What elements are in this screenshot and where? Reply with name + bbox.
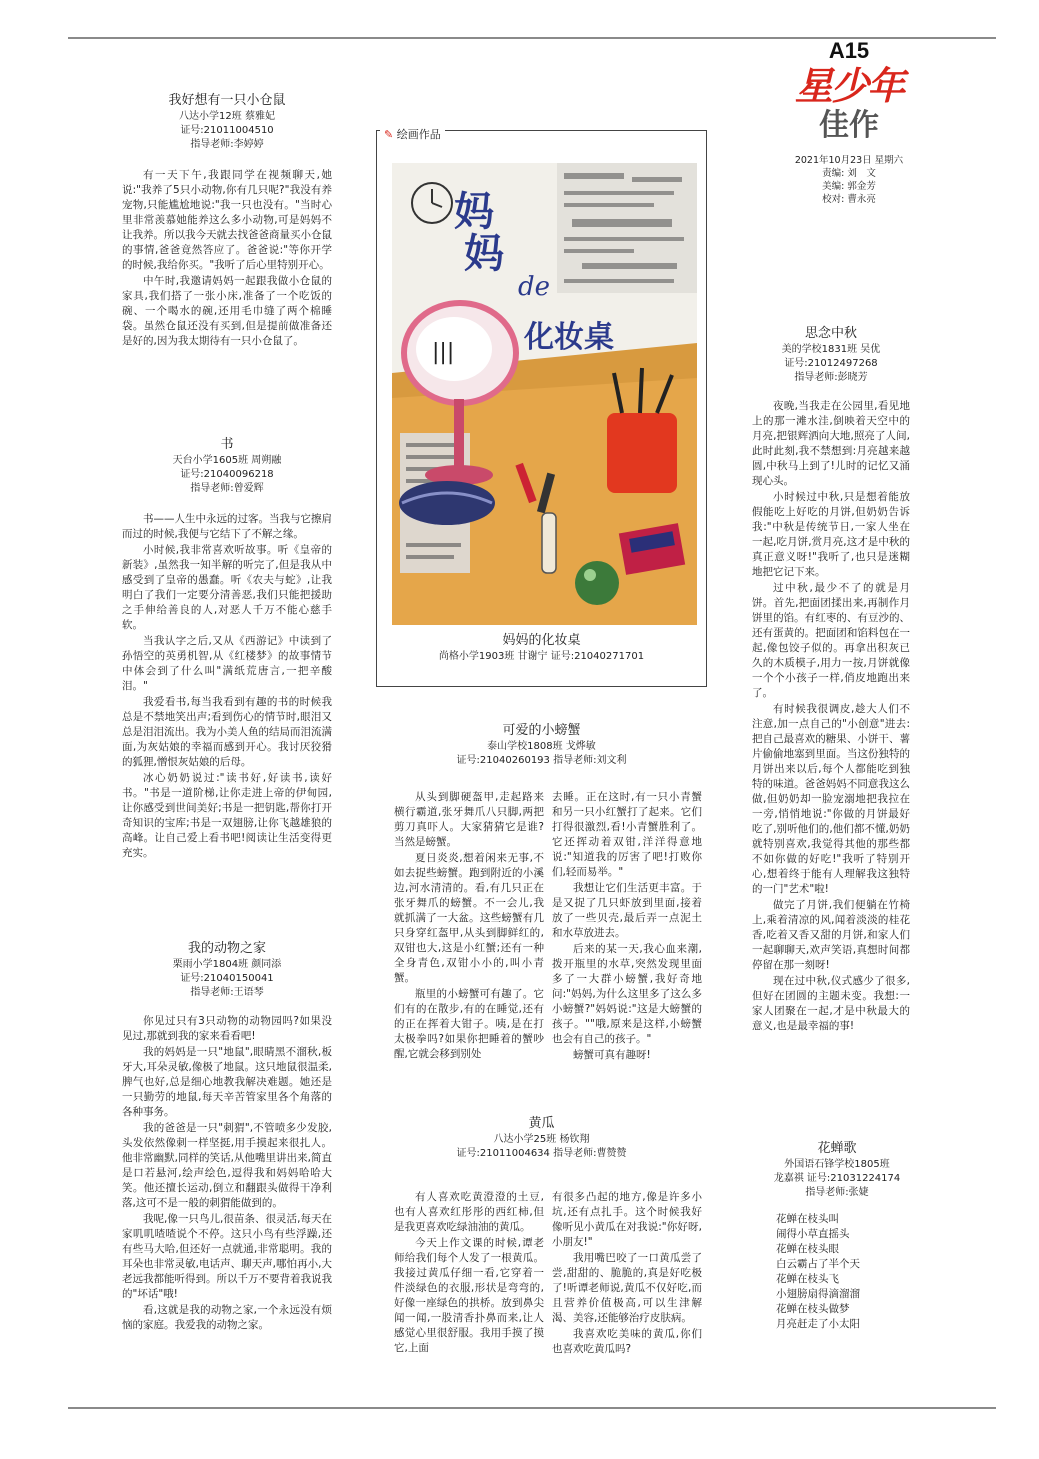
painting-label xyxy=(380,126,445,142)
paragraph: 我想让它们生活更丰富。于是又捉了几只虾放到里面,接着放了一些贝壳,最后弄一点泥土和水草放进去。 xyxy=(552,882,702,939)
paragraph: 我爱看书,每当我看到有趣的书的时候我总是不禁地笑出声;看到伤心的情节时,眼泪又总是泪泪流出。我为小美人鱼的结局而泪流满面,为灰姑娘的幸福而感到开心。我讨厌狡猾的狐狸,憎恨灰姑娘的后母。 xyxy=(122,696,332,768)
paragraph: 我喜欢吃美味的黄瓜,你们也喜欢吃黄瓜吗? xyxy=(552,1328,702,1355)
article-school: 八达小学25班 杨钦翔 xyxy=(493,1134,590,1145)
article-animals xyxy=(122,940,332,1334)
paragraph: 从头到脚硬盔甲,走起路来横行霸道,张牙舞爪八只脚,两把剪刀真吓人。大家猜猜它是谁?当然是螃蟹。 xyxy=(394,791,544,848)
art-title-line3: 化妆桌 xyxy=(524,320,614,355)
cucumber-col-2 xyxy=(552,1190,702,1358)
page-number: A15 xyxy=(828,38,870,63)
painting-label-text: 绘画作品 xyxy=(396,128,441,141)
paragraph: 后来的某一天,我心血来潮,拨开瓶里的水草,突然发现里面多了一大群小螃蟹,我好奇地问:"妈妈,为什么这里多了这么多小螃蟹?"妈妈说:"这是大螃蟹的孩子。""哦,原来是这样,小螃蟹也会有自己的孩子。" xyxy=(552,943,702,1045)
proofreader: 校对: 曹永亮 xyxy=(822,194,876,205)
svg-text:|||: ||| xyxy=(432,340,455,365)
paragraph: 你见过只有3只动物的动物园吗?如果没见过,那就到我的家来看看吧! xyxy=(122,1015,332,1042)
article-school: 栗雨小学1804班 颜同添 xyxy=(172,959,282,970)
paragraph: 过中秋,最少不了的就是月饼。首先,把面团揉出来,再制作月饼里的馅。有红枣的、有豆沙的、还有蛋黄的。把面团和馅料包在一起,像包饺子似的。再拿出积灰已久的木质模子,用力一按,月饼就像一个个小孩子一样,俏皮地跑出来了。 xyxy=(752,582,910,699)
designer: 美编: 郭金芳 xyxy=(822,181,876,192)
article-cert: 证号:21040096218 xyxy=(180,469,274,480)
poem-line: 月亮赶走了小太阳 xyxy=(776,1318,860,1330)
article-cert: 证号:21011004510 xyxy=(180,125,274,136)
paragraph: 书——人生中永远的过客。当我与它擦肩而过的时候,我便与它结下了不解之缘。 xyxy=(122,513,332,540)
article-title: 我好想有一只小仓鼠 xyxy=(168,93,286,108)
paragraph: 我的爸爸是一只"刺猬",不管喷多少发胶,头发依然像刺一样坚挺,用手摸起来很扎人。他非常幽默,同样的笑话,从他嘴里讲出来,简直是口若悬河,绘声绘色,逗得我和妈妈哈哈大笑。他还擅长运动,倒立和翻跟头做得干净利落,这可不是一般的刺猬能做到的。 xyxy=(122,1122,332,1209)
art-title-de: de xyxy=(518,272,551,302)
article-school: 天台小学1605班 周朔融 xyxy=(172,455,282,466)
bottom-rule xyxy=(68,1407,996,1409)
article-teacher: 指导老师:李婷婷 xyxy=(190,139,264,150)
painting-title: 妈妈的化妆桌 xyxy=(502,633,581,648)
poem-line: 小翅膀扇得滴溜溜 xyxy=(776,1288,860,1300)
article-author-cert: 龙嘉祺 证号:21031224174 xyxy=(773,1173,901,1184)
article-cert: 证号:21040150041 xyxy=(180,973,274,984)
painting-credit: 尚格小学1903班 甘谢宁 证号:21040271701 xyxy=(438,651,645,662)
article-cert-teacher: 证号:21040260193 指导老师:刘文利 xyxy=(456,755,627,766)
paragraph: 当我认字之后,又从《西游记》中读到了孙悟空的英勇机智,从《红楼梦》的故事情节中体会到了什么叫"满纸荒唐言,一把辛酸泪。" xyxy=(122,635,332,692)
article-hamster xyxy=(122,92,332,350)
paragraph: 看,这就是我的动物之家,一个永远没有烦恼的家庭。我爱我的动物之家。 xyxy=(122,1304,332,1331)
paragraph: 有一天下午,我跟同学在视频聊天,她说:"我养了5只小动物,你有几只呢?"我没有养宠物,只能尴尬地说:"我一只也没有。"当时心里非常羡慕她能养这么多小动物,可是妈妈不让我养。所以我今天就去找爸爸商量买小仓鼠的事情,爸爸竟然答应了。爸爸说:"等你开学的时候,我给你买。"我听了后心里特别开心。 xyxy=(122,169,332,271)
crab-col-2 xyxy=(552,790,702,1064)
paragraph: 夜晚,当我走在公园里,看见地上的那一滩水洼,倒映着天空中的月亮,把银辉洒向大地,照亮了人间,此时此刻,我不禁想到:月亮越来越圆,中秋马上到了!儿时的记忆又涌现心头。 xyxy=(752,400,910,487)
article-school: 美的学校1831班 吴优 xyxy=(781,344,881,355)
paragraph: 去睡。正在这时,有一只小青蟹和另一只小红蟹打了起来。它们打得很激烈,看!小青蟹胜利了。它还挥动着双钳,洋洋得意地说:"知道我的厉害了吧!打败你们,轻而易举。" xyxy=(552,791,702,878)
paragraph: 冰心奶奶说过:"读书好,好读书,读好书。"书是一道阶梯,让你走进上帝的伊甸园,让你感受到世间美好;书是一把钥匙,帮你打开奇知识的宝库;书是一双翅膀,让你飞越雄狼的高峰。让自己爱上看书吧!阅读让生活变得更充实。 xyxy=(122,772,332,859)
paragraph: 螃蟹可真有趣呀! xyxy=(573,1049,651,1061)
editor: 责编: 刘 文 xyxy=(822,168,876,179)
article-title: 思念中秋 xyxy=(804,326,857,341)
cucumber-col-1 xyxy=(394,1190,544,1357)
date: 2021年10月23日 星期六 xyxy=(794,155,904,166)
paragraph: 有很多凸起的地方,像是许多小坑,还有点扎手。这个时候我好像听见小黄瓜在对我说:"你好呀,小朋友!" xyxy=(552,1191,702,1248)
edition-info xyxy=(784,154,914,206)
article-cicada xyxy=(752,1140,922,1332)
paragraph: 小时候,我非常喜欢听故事。听《皇帝的新装》,虽然我一知半解的听完了,但是我从中感受到了皇帝的愚蠢。听《农夫与蛇》,让我明白了我们一定要分清善恶,我们只能把援助之手伸给善良的人,对恶人千万不能心慈手软。 xyxy=(122,544,332,631)
painting-caption xyxy=(376,632,707,664)
article-cucumber xyxy=(376,1115,707,1161)
logo: 星少年 xyxy=(794,64,903,108)
article-school: 泰山学校1808班 戈烨敏 xyxy=(487,741,596,752)
poem-line: 花蝉在枝头做梦 xyxy=(776,1303,850,1315)
article-midautumn xyxy=(752,325,910,1035)
paragraph: 夏日炎炎,想着闲来无事,不如去捉些螃蟹。跑到附近的小溪边,河水清清的。看,有几只正在张牙舞爪的螃蟹。不一会儿,我就抓满了一大盆。这些螃蟹有几只身穿红盔甲,从头到脚鲜红的,双钳也大,这是小红蟹;还有一种全身青色,双钳小小的,叫小青蟹。 xyxy=(394,852,544,984)
paragraph: 有时候我很调皮,趁大人们不注意,加一点自己的"小创意"进去:把自己最喜欢的糖果、小饼干、薯片偷偷地塞到里面。当这份独特的月饼出来以后,每个人都能吃到独特的味道。爸爸妈妈不同意我这么做,但奶奶却一脸宠溺地把我拉在一旁,悄悄地说:"你做的月饼最好吃了,别听他们的,他们都不懂,奶奶就特别喜欢,我觉得其他的那些都不如你做的好吃!"我听了特别开心,想着终于能有人理解我这独特的一门"艺术"啦! xyxy=(752,703,910,895)
paragraph: 我的妈妈是一只"地鼠",眼睛黑不溜秋,板牙大,耳朵灵敏,像极了地鼠。这只地鼠很温柔,脾气也好,总是细心地教我解决难题。她还是一只勤劳的地鼠,每天辛苦管家里各个角落的各种事务。 xyxy=(122,1046,332,1118)
article-teacher: 指导老师:曾爱辉 xyxy=(190,483,264,494)
paragraph: 中午时,我邀请妈妈一起跟我做小仓鼠的家具,我们搭了一张小床,准备了一个吃饭的碗、一个喝水的碗,还用毛巾缝了两个棉睡袋。虽然仓鼠还没有买到,但是提前做准备还是好的,因为我太期待有一只小仓鼠了。 xyxy=(122,275,332,347)
article-cert-teacher: 证号:21011004634 指导老师:曹赞赞 xyxy=(456,1148,627,1159)
poem-line: 花蝉在枝头叫 xyxy=(776,1213,839,1225)
poem xyxy=(752,1212,922,1332)
article-crab xyxy=(376,722,707,768)
poem-line: 花蝉在枝头眼 xyxy=(776,1243,839,1255)
painting-svg xyxy=(392,163,697,625)
article-school: 八达小学12班 蔡雅妃 xyxy=(179,111,275,122)
paragraph: 今天上作文课的时候,谭老师给我们每个人发了一根黄瓜。我接过黄瓜仔细一看,它穿着一件淡绿色的衣服,形状是弯弯的,好像一座绿色的拱桥。放到鼻尖闻一闻,一股清香扑鼻而来,让人感觉心里很舒服。我用手摸了摸它,上面 xyxy=(394,1237,544,1354)
paragraph: 小时候过中秋,只是想着能放假能吃上好吃的月饼,但奶奶告诉我:"中秋是传统节日,一家人坐在一起,吃月饼,赏月亮,这才是中秋的真正意义呀!"我听了,也只是迷糊地把它记下来。 xyxy=(752,491,910,578)
article-school: 外国语石锋学校1805班 xyxy=(784,1159,890,1170)
article-title: 我的动物之家 xyxy=(187,941,266,956)
poem-line: 白云霸占了半个天 xyxy=(776,1258,860,1270)
article-teacher: 指导老师:张婕 xyxy=(805,1187,869,1198)
paragraph: 我呢,像一只鸟儿,很苗条、很灵活,每天在家叽叽喳喳说个不停。这只小鸟有些浮躁,还有些马大哈,但还好一点就通,非常聪明。我的耳朵也非常灵敏,电话声、聊天声,哪怕再小,大老远我都能听得到。所以千万不要背着我说我的"坏话"哦! xyxy=(122,1213,332,1300)
painting-image xyxy=(392,163,697,625)
article-teacher: 指导老师:王语琴 xyxy=(190,987,264,998)
article-cert: 证号:21012497268 xyxy=(784,358,878,369)
article-book xyxy=(122,436,332,862)
section-title: 佳作 xyxy=(819,108,879,143)
paragraph: 有人喜欢吃黄澄澄的土豆,也有人喜欢红彤彤的西红柿,但是我更喜欢吃绿油油的黄瓜。 xyxy=(394,1191,544,1233)
pencil-icon: ✎ xyxy=(384,128,394,141)
paragraph: 现在过中秋,仪式感少了很多,但好在团圆的主题未变。我想:一家人团聚在一起,才是中秋最大的意义,也是最幸福的事! xyxy=(752,975,910,1032)
article-title: 书 xyxy=(220,437,234,452)
article-title: 花蝉歌 xyxy=(817,1141,857,1156)
article-title: 可爱的小螃蟹 xyxy=(502,723,581,738)
paragraph: 做完了月饼,我们便躺在竹椅上,乘着清凉的风,闻着淡淡的桂花香,吃着又香又甜的月饼,和家人们一起聊聊天,欢声笑语,真想时间都停留在那一刻呀! xyxy=(752,899,910,971)
poem-line: 闹得小草直摇头 xyxy=(776,1228,850,1240)
art-title-line2: 妈 xyxy=(464,231,504,277)
article-teacher: 指导老师:彭晓芳 xyxy=(794,372,868,383)
poem-line: 花蝉在枝头飞 xyxy=(776,1273,839,1285)
masthead xyxy=(784,38,914,206)
crab-col-1 xyxy=(394,790,544,1063)
paragraph: 瓶里的小螃蟹可有趣了。它们有的在散步,有的在睡觉,还有的正在挥着大钳子。咦,是在打太极拳吗?如果你把睡着的蟹吵醒,它就会移到别处 xyxy=(394,988,544,1060)
art-title-line1: 妈 xyxy=(454,189,494,235)
paragraph: 我用嘴巴咬了一口黄瓜尝了尝,甜甜的、脆脆的,真是好吃极了!听谭老师说,黄瓜不仅好吃,而且营养价值极高,可以生津解渴、美容,还能够治疗皮肤病。 xyxy=(552,1252,702,1324)
article-title: 黄瓜 xyxy=(528,1116,555,1131)
